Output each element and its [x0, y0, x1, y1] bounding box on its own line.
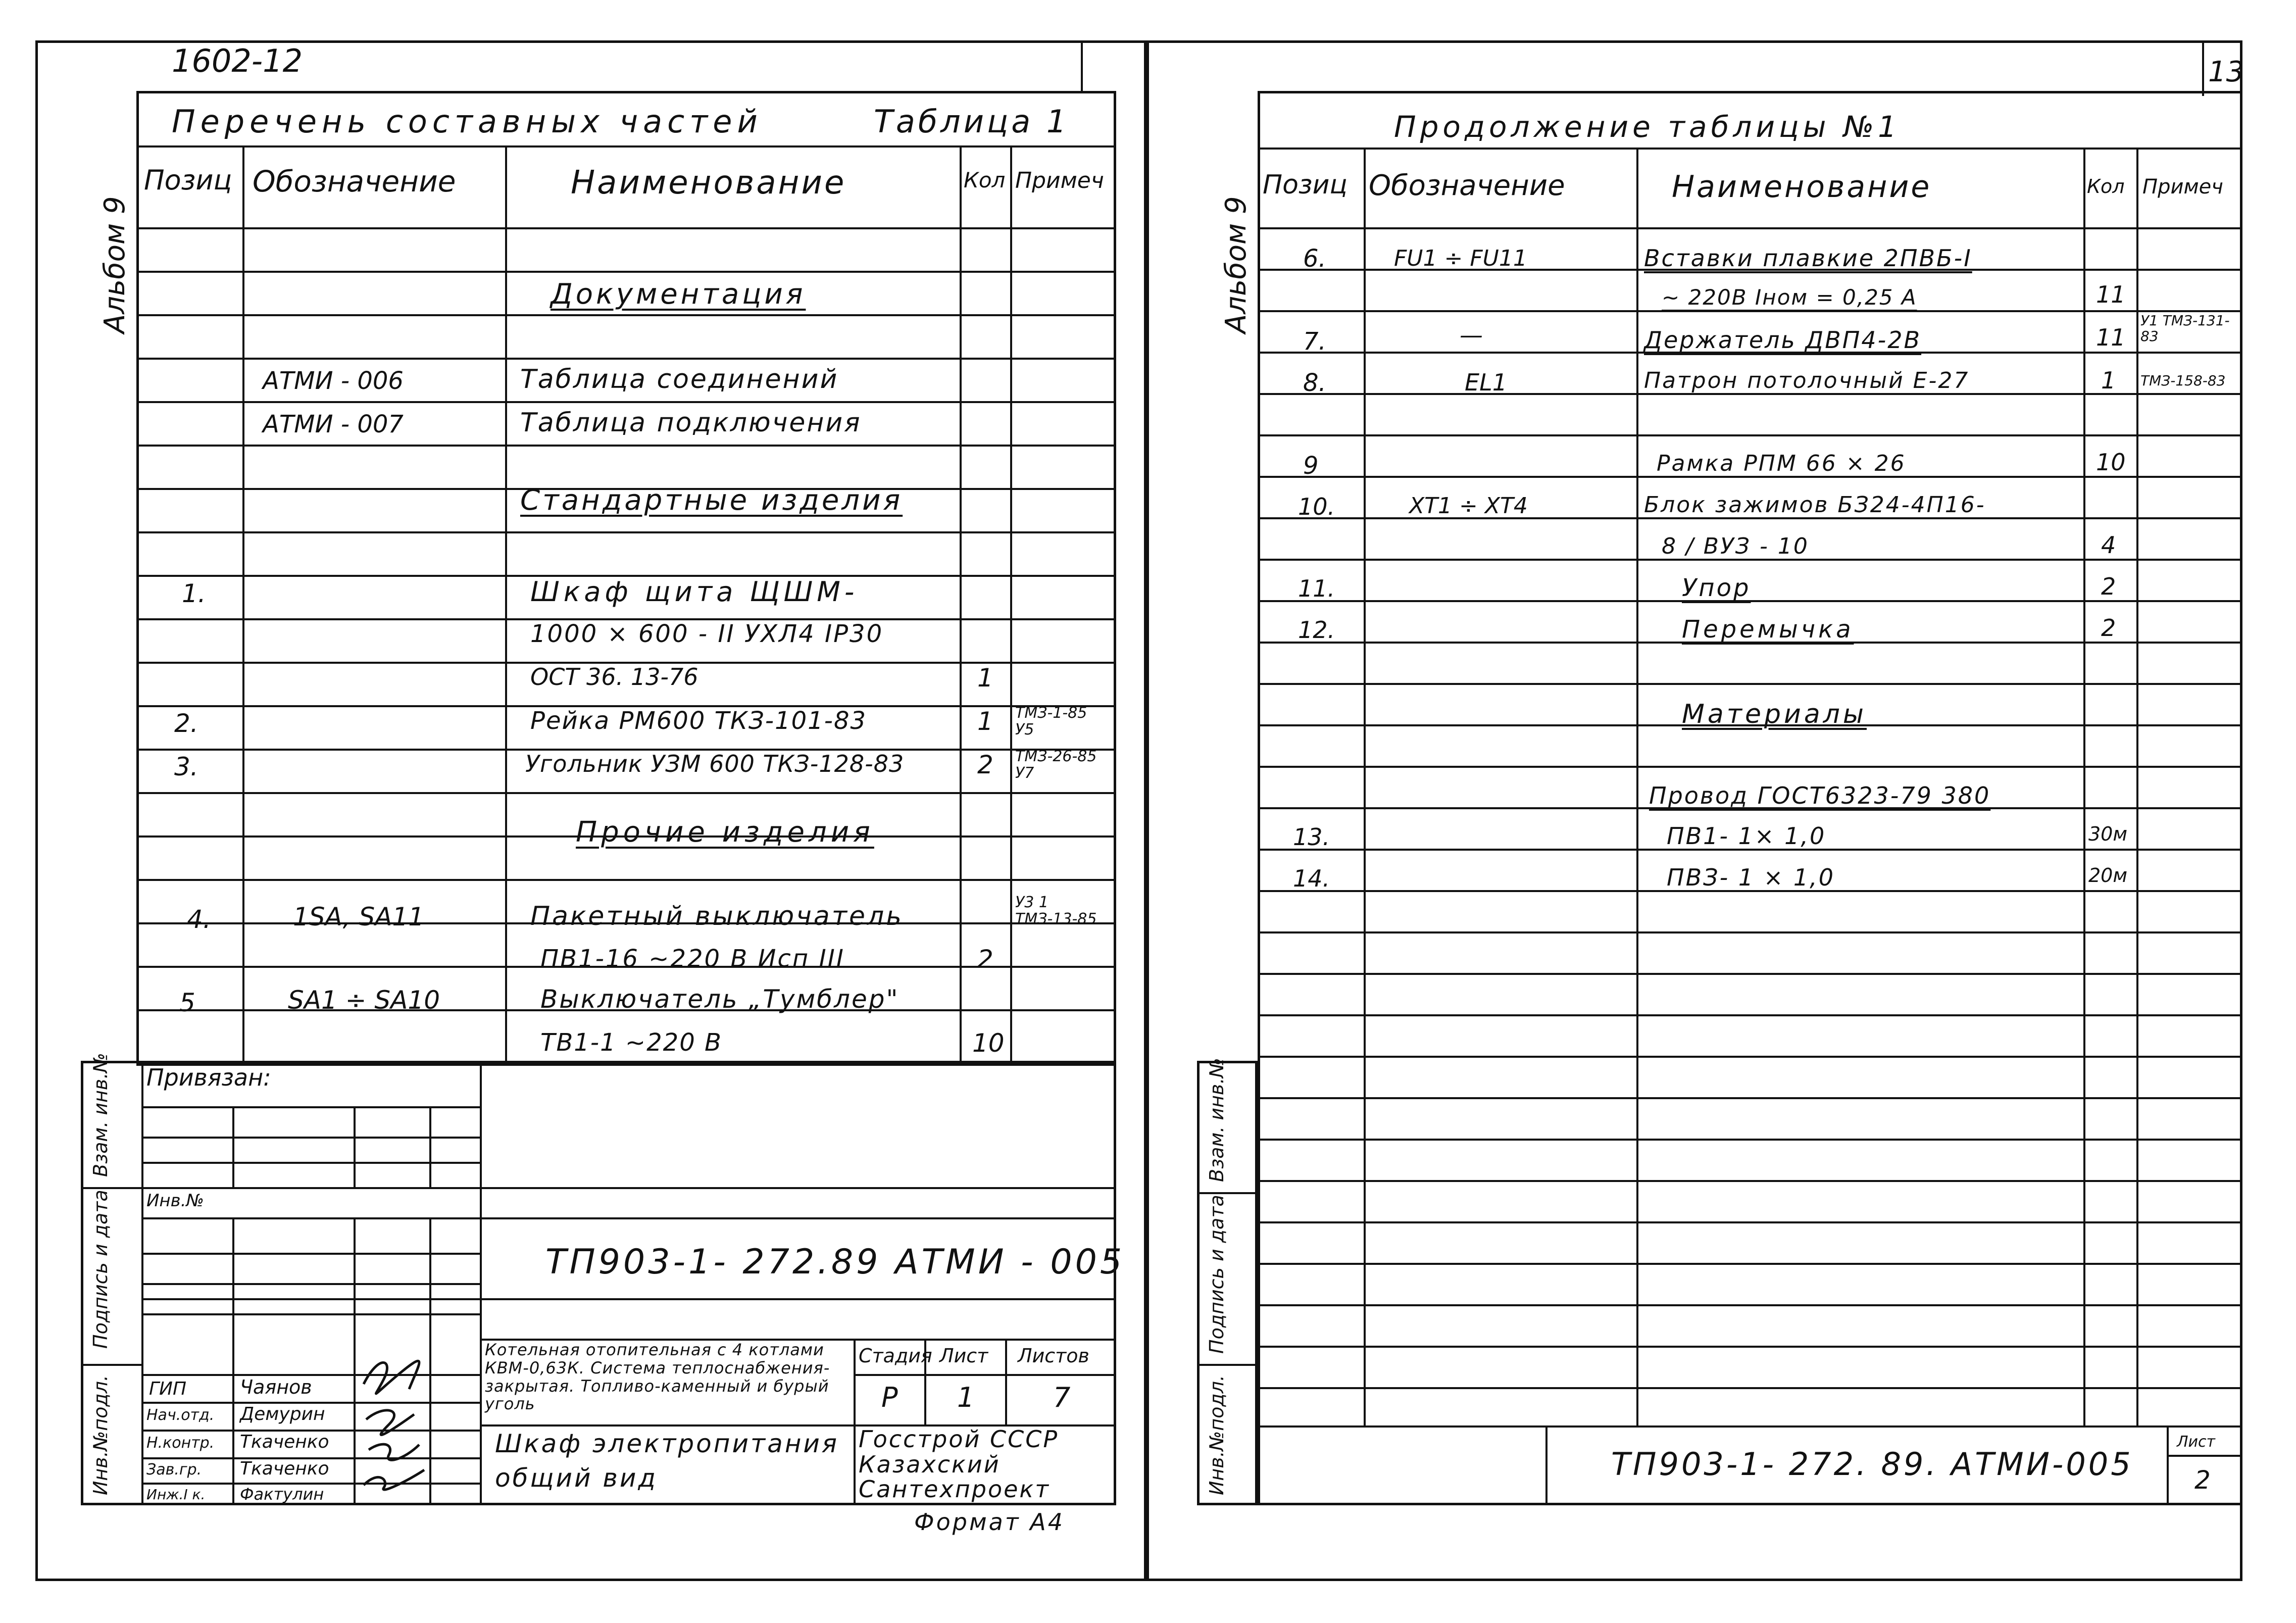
left-row-name: Таблица подключения — [520, 408, 862, 438]
right-row-note: У1 ТМЗ-131-83 — [2140, 312, 2230, 345]
stamp-inv-label: Инв.№ — [146, 1191, 204, 1211]
left-table-label: Таблица 1 — [874, 103, 1070, 140]
left-row-line — [136, 445, 1116, 447]
stamp-side-sep — [81, 1187, 141, 1189]
page-number-box-left — [2202, 40, 2204, 96]
stamp-left-block-edge — [480, 1061, 482, 1505]
right-row-name: Перемычка — [1682, 615, 1854, 644]
stamp-side-label-date: Подпись и дата — [89, 1190, 112, 1349]
right-row-name: Упор — [1682, 574, 1751, 602]
sheet-code: 1602-12 — [172, 42, 303, 79]
left-title-line — [136, 145, 1116, 147]
right-row-qty: 30м — [2088, 823, 2128, 845]
left-row-line — [136, 792, 1116, 794]
right-side-sep — [1197, 1192, 1258, 1194]
right-row-pos: 11. — [1298, 575, 1335, 602]
right-row-line — [1258, 1263, 2242, 1265]
right-row-designation: XT1 ÷ XT4 — [1409, 493, 1528, 519]
right-col-line-4 — [2136, 147, 2138, 1425]
right-col-line-3 — [2083, 147, 2085, 1425]
left-col-line-2 — [505, 145, 507, 1066]
right-row-pos: 8. — [1303, 369, 1326, 397]
left-header-name: Наименование — [571, 164, 846, 202]
right-row-qty: 2 — [2101, 573, 2116, 600]
stamp-bound-label: Привязан: — [146, 1064, 271, 1091]
stamp-person: Ткаченко — [240, 1458, 329, 1479]
left-row-heading: Стандартные изделия — [520, 484, 903, 517]
right-sheet-label: Лист — [2177, 1433, 2216, 1451]
right-header-name: Наименование — [1672, 169, 1932, 205]
stamp-role: Н.контр. — [146, 1434, 215, 1452]
right-header-designation: Обозначение — [1369, 169, 1565, 202]
left-row-qty: 10 — [972, 1028, 1005, 1058]
stamp-title-top — [480, 1424, 854, 1427]
right-row-note: ТМЗ-158-83 — [2140, 372, 2226, 389]
stamp-side-label-podl: Инв.№подл. — [89, 1374, 112, 1495]
stamp-stage-label: Стадия — [859, 1345, 932, 1367]
right-row-name: Патрон потолочный Е-27 — [1644, 368, 1970, 394]
right-row-pos: 14. — [1293, 865, 1330, 892]
stamp-desc-edge — [854, 1339, 856, 1505]
right-row-name: Держатель ДВП4-2В — [1644, 326, 1922, 354]
right-side-label-podl: Инв.№подл. — [1206, 1374, 1228, 1495]
right-album-label: Альбом 9 — [1220, 196, 1253, 333]
right-row-line — [1258, 931, 2242, 933]
stamp-sheet-label: Лист — [939, 1345, 988, 1367]
left-row-name: Шкаф щита ЩШМ- — [530, 576, 859, 608]
right-row-line — [1258, 1097, 2242, 1099]
right-row-designation: FU1 ÷ FU11 — [1394, 245, 1527, 271]
stamp-sheet-value: 1 — [957, 1382, 975, 1413]
left-row-name: Угольник УЗМ 600 ТКЗ-128-83 — [525, 750, 905, 777]
stamp-grid-vline — [354, 1217, 356, 1505]
left-row-name: Рейка РМ600 ТКЗ-101-83 — [530, 707, 867, 735]
left-album-label: Альбом 9 — [98, 196, 131, 333]
right-row-qty: 11 — [2096, 324, 2126, 351]
stamp-org: Госстрой СССР Казахский Сантехпроект — [859, 1425, 1059, 1503]
right-row-line — [1258, 683, 2242, 685]
stamp-person: Фактулин — [240, 1485, 324, 1504]
right-row-line — [1258, 1221, 2242, 1223]
left-row-pos: 2. — [174, 709, 198, 738]
right-row-line — [1258, 434, 2242, 436]
left-row-designation: SA1 ÷ SA10 — [288, 986, 440, 1015]
left-row-line — [136, 531, 1116, 533]
left-row-line — [136, 271, 1116, 273]
stamp-role: Нач.отд. — [146, 1406, 215, 1424]
stamp-code-top — [480, 1217, 1116, 1219]
right-side-label-vzam: Взам. инв.№ — [1206, 1058, 1228, 1182]
left-table-title: Перечень составных частей — [172, 103, 763, 140]
right-code-sheet-left — [2167, 1425, 2169, 1505]
page-number: 13 — [2208, 56, 2244, 88]
top-tab-line — [1081, 40, 1083, 91]
left-row-name: ОСТ 36. 13-76 — [530, 663, 698, 691]
right-row-name: Вставки плавкие 2ПВБ-I — [1644, 244, 1972, 272]
left-header-note: Примеч — [1015, 168, 1104, 193]
left-row-pos: 1. — [182, 579, 206, 608]
right-side-sep — [1197, 1364, 1258, 1366]
left-header-qty: Кол — [964, 168, 1006, 192]
right-row-name: ~ 220В Iном = 0,25 А — [1662, 285, 1917, 310]
right-row-line — [1258, 973, 2242, 975]
left-row-qty: 2 — [977, 750, 993, 779]
left-row-name: Таблица соединений — [520, 364, 839, 395]
stamp-grid-vline — [232, 1217, 234, 1505]
left-row-heading: Прочие изделия — [576, 816, 874, 849]
right-code-left — [1545, 1425, 1548, 1505]
right-row-name: Рамка РПМ 66 × 26 — [1657, 451, 1906, 476]
right-row-line — [1258, 1387, 2242, 1389]
left-row-note: У3 1 ТМЗ-13-85 — [1015, 894, 1097, 928]
right-table-title: Продолжение таблицы №1 — [1394, 110, 1901, 144]
right-row-name: Провод ГОСТ6323-79 380 — [1649, 782, 1991, 809]
left-row-pos: 5 — [179, 988, 195, 1017]
left-col-line-4 — [1010, 145, 1012, 1066]
right-row-heading: Материалы — [1682, 699, 1867, 729]
format-label: Формат А4 — [914, 1508, 1065, 1536]
stamp-stage-line — [854, 1374, 1116, 1376]
left-row-name: 1000 × 600 - II УХЛ4 IP30 — [530, 620, 884, 648]
stamp-project-desc: Котельная отопительная с 4 котлами КВМ-0,63К. Система теплоснабжения-закрытая. Топливо-каменный и бурый уголь — [485, 1340, 830, 1414]
right-row-qty: 1 — [2101, 367, 2116, 394]
left-row-designation: АТМИ - 007 — [263, 410, 404, 438]
left-row-note: ТМЗ-1-85 У5 — [1015, 704, 1087, 739]
right-row-pos: 7. — [1303, 327, 1326, 356]
left-row-pos: 3. — [174, 752, 198, 781]
right-side-label-date: Подпись и дата — [1206, 1195, 1228, 1354]
right-header-qty: Кол — [2087, 175, 2125, 198]
left-row-heading: Документация — [551, 278, 806, 311]
right-row-line — [1258, 766, 2242, 768]
stamp-sheets-label: Листов — [1018, 1345, 1089, 1367]
left-header-bottom — [136, 227, 1116, 229]
right-row-line — [1258, 1180, 2242, 1182]
right-row-pos: 10. — [1298, 493, 1335, 520]
right-row-designation: EL1 — [1465, 369, 1507, 396]
stamp-title: Шкаф электропитания общий вид — [495, 1429, 839, 1493]
left-col-line-1 — [242, 145, 244, 1066]
left-row-designation: АТМИ - 006 — [263, 367, 404, 395]
right-row-line — [1258, 1346, 2242, 1348]
left-row-name: Пакетный выключатель — [530, 901, 904, 931]
stamp-side-sep — [81, 1364, 141, 1366]
right-header-note: Примеч — [2142, 175, 2223, 199]
stamp-stage-vline — [1005, 1339, 1007, 1424]
right-code-sheet-mid — [2167, 1455, 2242, 1457]
stamp-role: ГИП — [149, 1379, 187, 1399]
right-row-qty: 20м — [2088, 864, 2128, 887]
right-row-line — [1258, 1014, 2242, 1016]
stamp-grid-line — [141, 1187, 1116, 1189]
right-row-line — [1258, 310, 2242, 312]
right-row-line — [1258, 1056, 2242, 1058]
left-row-name: Выключатель „Тумблер" — [540, 985, 900, 1014]
right-header-pos: Позиц — [1263, 170, 1347, 200]
left-row-line — [136, 358, 1116, 360]
right-col-line-1 — [1364, 147, 1366, 1425]
right-row-line — [1258, 1304, 2242, 1306]
left-row-line — [136, 401, 1116, 403]
right-row-designation: — — [1460, 321, 1483, 349]
right-col-line-2 — [1636, 147, 1638, 1425]
stamp-person: Демурин — [240, 1404, 325, 1424]
right-code-top — [1258, 1425, 2242, 1428]
right-row-pos: 13. — [1293, 823, 1330, 851]
left-header-pos: Позиц — [144, 164, 232, 196]
right-row-pos: 12. — [1298, 616, 1335, 644]
right-sheet-value: 2 — [2194, 1465, 2211, 1495]
stamp-code-bottom — [141, 1298, 1116, 1300]
right-row-name: Блок зажимов БЗ24-4П16- — [1644, 492, 1986, 518]
left-row-qty: 1 — [977, 663, 993, 693]
right-title-line — [1258, 147, 2242, 150]
right-row-qty: 11 — [2096, 281, 2126, 308]
left-row-qty: 2 — [977, 945, 993, 974]
right-doc-code: ТП903-1- 272. 89. АТМИ-005 — [1611, 1446, 2133, 1483]
left-header-designation: Обозначение — [253, 164, 456, 199]
stamp-grid-vline — [429, 1106, 431, 1187]
left-row-note: ТМЗ-26-85 У7 — [1015, 748, 1097, 782]
stamp-grid-vline — [354, 1106, 356, 1187]
left-row-line — [136, 879, 1116, 881]
right-row-qty: 4 — [2101, 531, 2116, 559]
left-row-designation: 1SA, SA11 — [293, 902, 425, 931]
stamp-role: Инж.I к. — [146, 1486, 206, 1503]
stamp-grid-vline — [232, 1106, 234, 1187]
stamp-side-label-vzam: Взам. инв.№ — [89, 1053, 112, 1177]
stamp-person: Чаянов — [240, 1376, 312, 1398]
right-row-pos: 6. — [1303, 244, 1326, 273]
signature-mark — [359, 1344, 429, 1495]
stamp-stage-value: Р — [881, 1382, 898, 1413]
stamp-person: Ткаченко — [240, 1432, 329, 1452]
stamp-sheets-value: 7 — [1053, 1382, 1071, 1413]
right-row-qty: 10 — [2096, 449, 2126, 476]
stamp-role: Зав.гр. — [146, 1461, 202, 1479]
left-row-name: ТВ1-1 ~220 В — [540, 1028, 722, 1057]
right-row-pos: 9 — [1303, 452, 1319, 480]
stamp-grid-vline — [429, 1217, 431, 1505]
right-header-bottom — [1258, 227, 2242, 229]
left-col-line-3 — [960, 145, 962, 1066]
left-row-name: ПВ1-16 ~220 В Исп III — [540, 945, 845, 973]
right-row-qty: 2 — [2101, 614, 2116, 642]
right-row-name: ПВ1- 1× 1,0 — [1667, 822, 1826, 850]
stamp-doc-code: ТП903-1- 272.89 АТМИ - 005 — [545, 1242, 1125, 1282]
left-row-pos: 4. — [187, 905, 211, 934]
left-row-qty: 1 — [977, 707, 993, 736]
right-row-line — [1258, 1139, 2242, 1141]
left-row-line — [136, 314, 1116, 316]
right-row-name: 8 / ВУЗ - 10 — [1662, 533, 1809, 559]
right-row-name: ПВЗ- 1 × 1,0 — [1667, 864, 1835, 891]
